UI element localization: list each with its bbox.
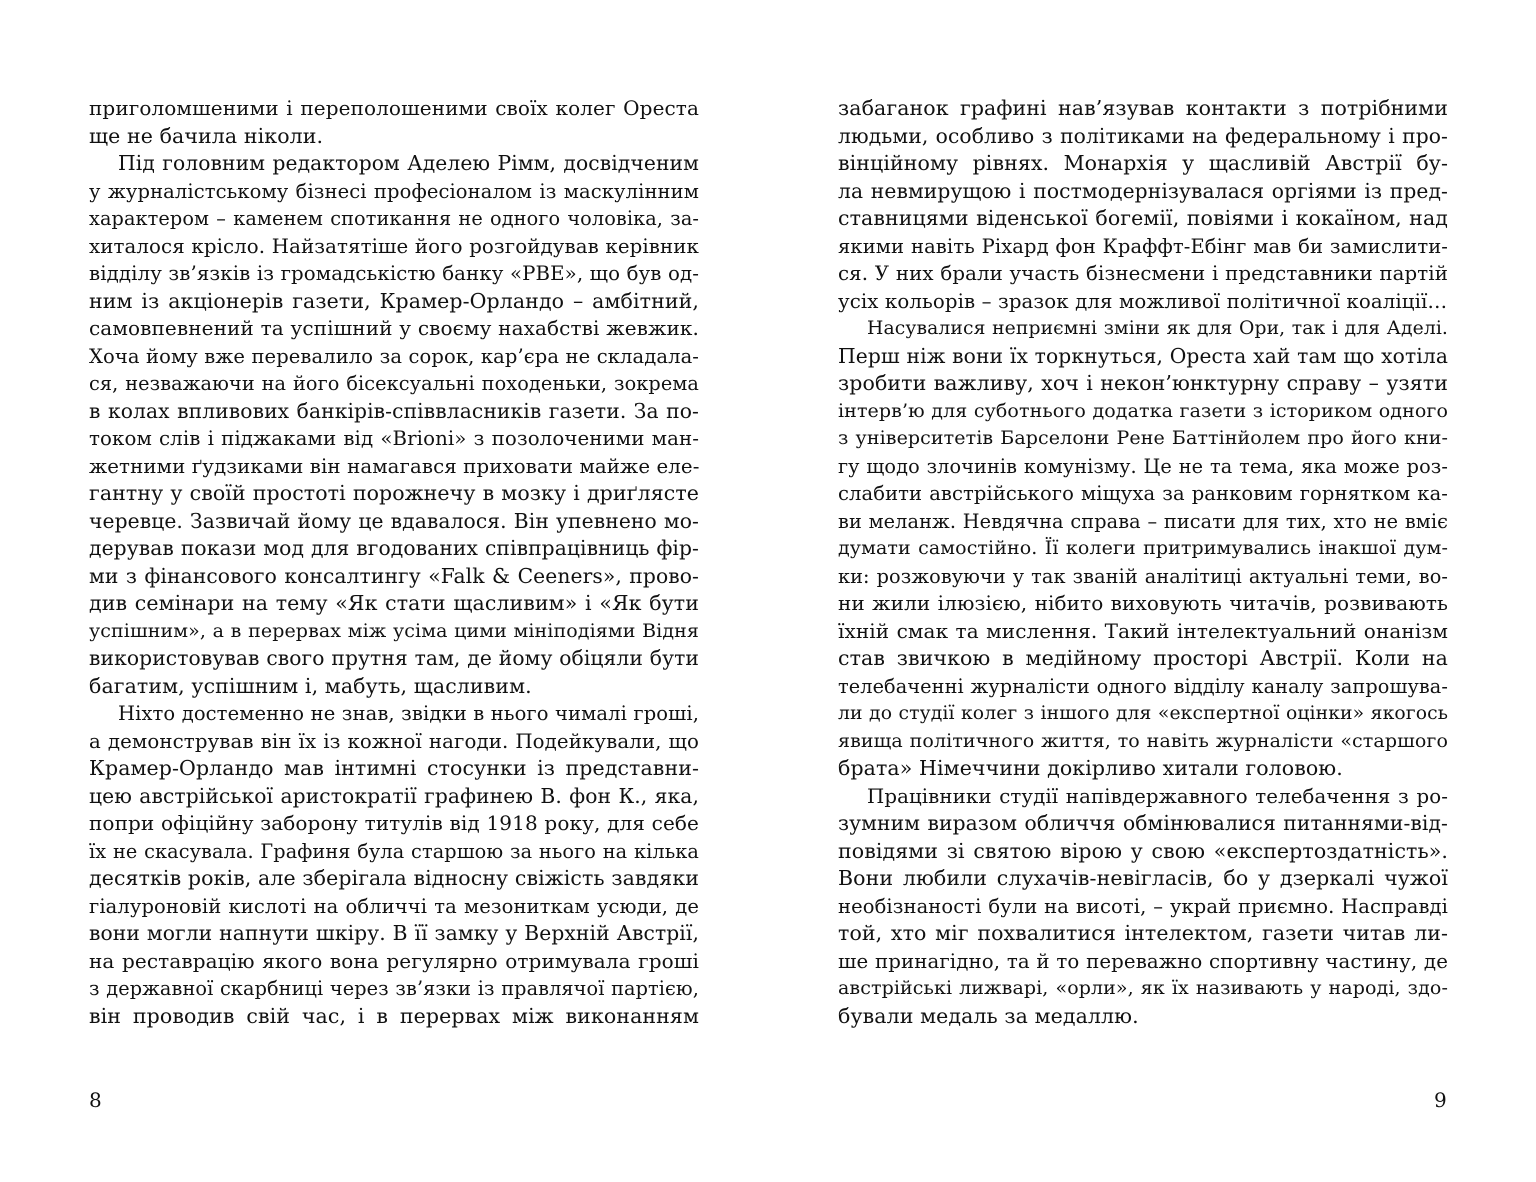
text-line: думати самостійно. Її колеги притримувались інакшої дум- [838,537,1448,559]
text-line: ще не бачила ніколи. [89,123,324,148]
text-line: гу щодо злочинів комунізму. Це не та тема, яка може роз- [838,454,1448,478]
text-line: у журналістському бізнесі професіоналом із маскулінним [89,179,699,203]
text-line: якими навіть Ріхард фон Краффт-Ебінг мав би замислити- [838,234,1448,258]
text-line: ли до студії колег з іншого для «експертної оцінки» якогось [838,703,1448,724]
text-line: з університетів Барселони Рене Баттінйолем про його кни- [838,427,1448,449]
text-line: австрійські лижварі, «орли», як їх називають у народі, здо- [838,977,1448,999]
text-line: відділу зв’язків із громадськістю банку «РВЕ», що був од- [89,262,699,285]
text-line: інтерв’ю для суботнього додатка газети з істориком одного [838,399,1448,422]
text-line: див семінари на тему «Як стати щасливим» і «Як бути [89,591,699,615]
text-line: Ніхто достеменно не знав, звідки в нього чималі гроші, [118,702,699,725]
text-line: ки: розжовуючи у так званій аналітиці актуальні теми, во- [838,564,1448,588]
text-line: жетними ґудзиками він намагався приховати майже еле- [89,454,700,478]
text-line: Працівники студії напівдержавного телебачення з ро- [867,784,1448,808]
text-line: характером – каменем спотикання не одного чоловіка, за- [89,207,699,230]
page-number: 8 [89,1088,102,1112]
text-line: ся. У них брали участь бізнесмени і представники партій [838,262,1448,285]
text-line: той, хто міг похвалитися інтелектом, газети читав ли- [838,921,1448,945]
text-line: телебаченні журналісти одного відділу каналу запрошува- [838,674,1448,698]
text-line: багатим, успішним і, мабуть, щасливим. [89,673,532,698]
text-line: десятків років, але зберігала відносну свіжість завдяки [89,866,699,890]
text-line: приголомшеними і переполошеними своїх колег Ореста [89,96,699,120]
left-page-text [89,95,699,1030]
text-line: необізнаності були на висоті, – украй приємно. Насправді [838,894,1448,918]
text-line: бували медаль за медаллю. [838,1003,1139,1028]
text-line: їх не скасувала. Графиня була старшою за нього на кілька [89,839,699,863]
text-line: брата» Німеччини докірливо хитали головою. [838,756,1343,780]
text-line: дерував покази мод для вгодованих співпрацівниць фір- [89,536,699,560]
text-line: Насувалися неприємні зміни як для Ори, так і для Аделі. [867,318,1448,339]
text-line: цею австрійської аристократії графинею В. фон К., яка, [89,783,699,808]
text-line: в колах впливових банкірів-співвласників газети. За по- [89,398,699,423]
text-line: Крамер-Орландо мав інтимні стосунки із представни- [89,756,699,780]
text-line: гантну у своїй простоті порожнечу в мозку і дриґлясте [89,481,699,505]
text-line: ше принагідно, та й то переважно спортивну частину, де [838,949,1448,973]
text-line: ни жили ілюзією, нібито виховують читачів, розвивають [838,591,1448,615]
right-page-text [838,95,1448,1030]
text-line: попри офіційну заборону титулів від 1918 року, для себе [89,811,699,835]
text-line: людьми, особливо з політиками на федеральному і про- [838,123,1448,148]
text-line: Вони любили слухачів-невігласів, бо у дзеркалі чужої [838,866,1448,890]
text-line: Перш ніж вони їх торкнуться, Ореста хай там що хотіла [838,343,1448,368]
text-line: самовпевнений та успішний у своєму нахабстві жевжик. [89,316,699,340]
text-line: слабити австрійського міщуха за ранковим горнятком ка- [838,482,1448,505]
text-line: ся, незважаючи на його бісексуальні походеньки, зокрема [89,372,699,395]
text-line: током слів і піджаками від «Brioni» з позолоченими ман- [89,427,699,450]
text-line: а демонстрував він їх із кожної нагоди. Подейкували, що [89,729,699,753]
text-line: явища політичного життя, то навіть журналісти «старшого [838,729,1448,752]
text-line: ми з фінансового консалтингу «Falk & Ceeners», прово- [89,563,699,588]
text-line: ставницями віденської богемії, повіями і кокаїном, над [838,206,1448,230]
text-line: вони могли напнути шкіру. В її замку у Верхній Австрії, [89,921,699,945]
text-line: ви меланж. Невдячна справа – писати для тих, хто не вміє [838,509,1448,533]
text-line: ла невмирущою і постмодернізувалася оргіями із пред- [838,178,1448,203]
text-line: використовував свого прутня там, де йому обіцяли бути [89,646,699,670]
text-line: забаганок графині нав’язував контакти з потрібними [838,96,1448,120]
text-line: він проводив свій час, і в перервах між виконанням [89,1003,699,1028]
text-line: зумним виразом обличчя обмінювалися питаннями-від- [838,811,1448,835]
text-line: черевце. Зазвичай йому це вдавалося. Він упевнено мо- [89,508,699,533]
text-line: ним із акціонерів газети, Крамер-Орландо – амбітний, [89,288,699,313]
text-line: гіалуроновій кислоті на обличчі та мезониткам усюди, де [89,894,699,918]
text-line: усіх кольорів – зразок для можливої політичної коаліції… [838,289,1448,313]
text-line: на реставрацію якого вона регулярно отримувала гроші [89,948,699,973]
text-line: Хоча йому вже перевалило за сорок, кар’єра не складала- [89,344,699,368]
text-line: з державної скарбниці через зв’язки із правлячої партією, [89,977,699,1000]
text-line: хиталося крісло. Найзатятіше його розгойдував керівник [89,234,699,258]
text-line: їхній смак та мислення. Такий інтелектуальний онанізм [838,618,1448,643]
page-number: 9 [1434,1088,1447,1112]
text-line: успішним», а в перервах між усіма цими мініподіями Відня [89,619,699,642]
right-page [768,0,1536,1182]
text-line: повідями зі святою вірою у свою «експертоздатність». [838,838,1448,863]
text-line: став звичкою в медійному просторі Австрії. Коли на [838,646,1448,670]
text-line: зробити важливу, хоч і некон’юнктурну справу – узяти [838,371,1448,395]
text-line: Під головним редактором Аделею Рімм, досвідченим [118,151,699,175]
text-line: вінційному рівнях. Монархія у щасливій Австрії бу- [838,151,1448,175]
